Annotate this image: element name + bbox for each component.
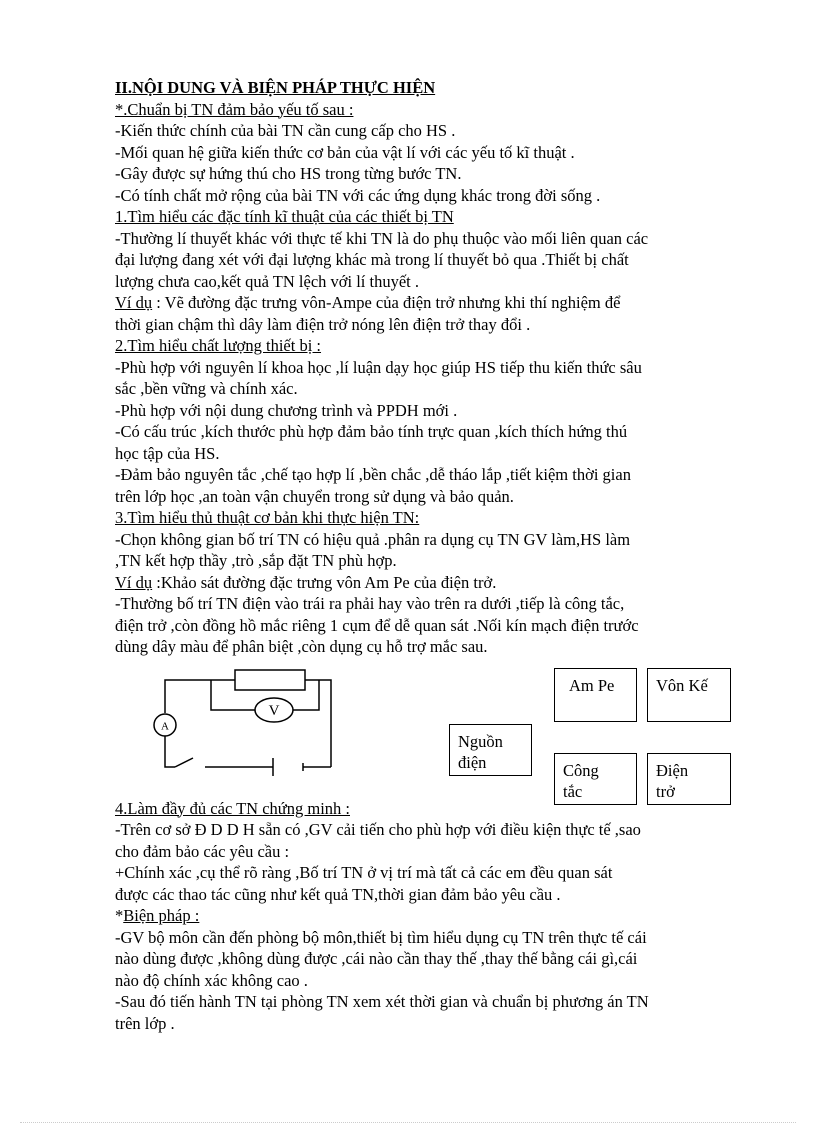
s3-line: điện trở ,còn đồng hồ mắc riêng 1 cụm để dễ quan sát .Nối kín mạch điện trước [115,615,639,635]
section-title: II.NỘI DUNG VÀ BIỆN PHÁP THỰC HIỆN [115,78,436,97]
s1-line: lượng chưa cao,kết quả TN lệch với lí thuyết . [115,271,419,291]
prep-item: -Kiến thức chính của bài TN cần cung cấp cho HS . [115,121,456,140]
s3-example [115,572,755,594]
example-text: : Vẽ đường đặc trưng vôn-Ampe của điện trở nhưng khi thí nghiệm để [152,293,621,312]
s3-line: -Thường bố trí TN điện vào trái ra phải hay vào trên ra dưới ,tiếp là công tắc, [115,594,625,613]
s2-heading: 2.Tìm hiểu chất lượng thiết bị : [115,336,322,355]
s3-line: -Chọn không gian bố trí TN có hiệu quả .phân ra dụng cụ TN GV làm,HS làm [115,529,631,549]
s4-line: +Chính xác ,cụ thể rõ ràng ,Bố trí TN ở vị trí mà tất cả các em đều quan sát [115,863,613,882]
box-label: Nguồn [458,731,503,751]
s2-line: học tập của HS. [115,443,220,463]
box-label: Công [563,760,599,780]
s1-example-cont: thời gian chậm thì dây làm điện trở nóng lên điện trở thay đổi . [115,314,531,334]
s1-example [115,292,755,314]
box-label: tắc [563,781,583,801]
s2-line: sắc ,bền vững và chính xác. [115,379,298,398]
box-label: Vôn Kế [656,675,708,695]
s1-line: đại lượng đang xét với đại lượng khác mà trong lí thuyết bỏ qua .Thiết bị chất [115,250,629,269]
measures-line: nào dùng được ,không dùng được ,cái nào cần thay thế ,thay thế bằng cái gì,cái [115,949,638,968]
measures-line: nào độ chính xác không cao . [115,970,308,990]
ammeter-label: A [161,720,169,732]
s1-line: -Thường lí thuyết khác với thực tế khi TN là do phụ thuộc vào mối liên quan các [115,228,649,248]
circuit-diagram-area [115,658,755,801]
example-text: :Khảo sát đường đặc trưng vôn Am Pe của điện trở. [152,572,497,592]
box-label: điện [458,752,487,772]
s4-line: cho đảm bảo các yêu cầu : [115,841,290,861]
prep-item: -Gây được sự hứng thú cho HS trong từng bước TN. [115,164,462,183]
s3-line: dùng dây màu để phân biệt ,còn dụng cụ hỗ trợ mắc sau. [115,637,488,656]
switch-box [554,753,637,805]
s1-heading: 1.Tìm hiểu các đặc tính kĩ thuật của các thiết bị TN [115,207,454,226]
resistor-box [647,753,731,805]
example-label: Ví dụ [115,293,153,312]
prep-heading: *.Chuẩn bị TN đảm bảo yếu tố sau : [115,99,354,119]
ammeter-box [554,668,637,722]
s3-heading: 3.Tìm hiểu thủ thuật cơ bản khi thực hiện TN: [115,508,420,527]
circuit-diagram [143,662,363,802]
circuit-wire [165,680,235,713]
s2-line: trên lớp học ,an toàn vận chuyển trong sử dụng và bảo quản. [115,486,514,506]
example-label: Ví dụ [115,572,153,592]
s4-heading: 4.Làm đầy đủ các TN chứng minh : [115,798,350,818]
s2-line: -Phù hợp với nội dung chương trình và PPDH mới . [115,400,458,420]
s4-line: được các thao tác cũng như kết quả TN,thời gian đảm bảo yêu cầu . [115,884,561,904]
circuit-wire [165,736,175,767]
s2-line: -Có cấu trúc ,kích thước phù hợp đảm bảo tính trực quan ,kích thích hứng thú [115,422,628,441]
document-body [115,77,755,1034]
s2-line: -Phù hợp với nguyên lí khoa học ,lí luận dạy học giúp HS tiếp thu kiến thức sâu [115,357,642,377]
box-label: trở [656,781,675,801]
voltmeter-label: V [268,702,280,719]
circuit-wire [211,680,255,710]
source-box [449,724,532,776]
measures-prefix: * [115,906,124,925]
s2-line: -Đảm bảo nguyên tắc ,chế tạo hợp lí ,bền chắc ,dễ tháo lắp ,tiết kiệm thời gian [115,465,631,484]
box-label: Điện [656,760,689,780]
s3-line: ,TN kết hợp thầy ,trò ,sắp đặt TN phù hợp. [115,551,397,570]
prep-item: -Mối quan hệ giữa kiến thức cơ bản của vật lí với các yếu tố kĩ thuật . [115,142,575,162]
measures-line: trên lớp . [115,1013,175,1033]
circuit-wire [305,680,331,767]
measures-label: Biện pháp : [123,906,200,925]
switch-symbol [175,758,193,767]
measures-heading [115,905,755,927]
circuit-wire [293,680,319,710]
voltmeter-box [647,668,731,722]
resistor-symbol [235,670,305,690]
box-label: Am Pe [569,675,615,695]
s4-line: -Trên cơ sở Đ D D H sẵn có ,GV cải tiến cho phù hợp với điều kiện thực tế ,sao [115,820,641,839]
measures-line: -GV bộ môn cần đến phòng bộ môn,thiết bị tìm hiểu dụng cụ TN trên thực tế cái [115,927,647,947]
prep-item: -Có tính chất mở rộng của bài TN với các ứng dụng khác trong đời sống . [115,185,601,205]
measures-line: -Sau đó tiến hành TN tại phòng TN xem xét thời gian và chuẩn bị phương án TN [115,992,649,1011]
